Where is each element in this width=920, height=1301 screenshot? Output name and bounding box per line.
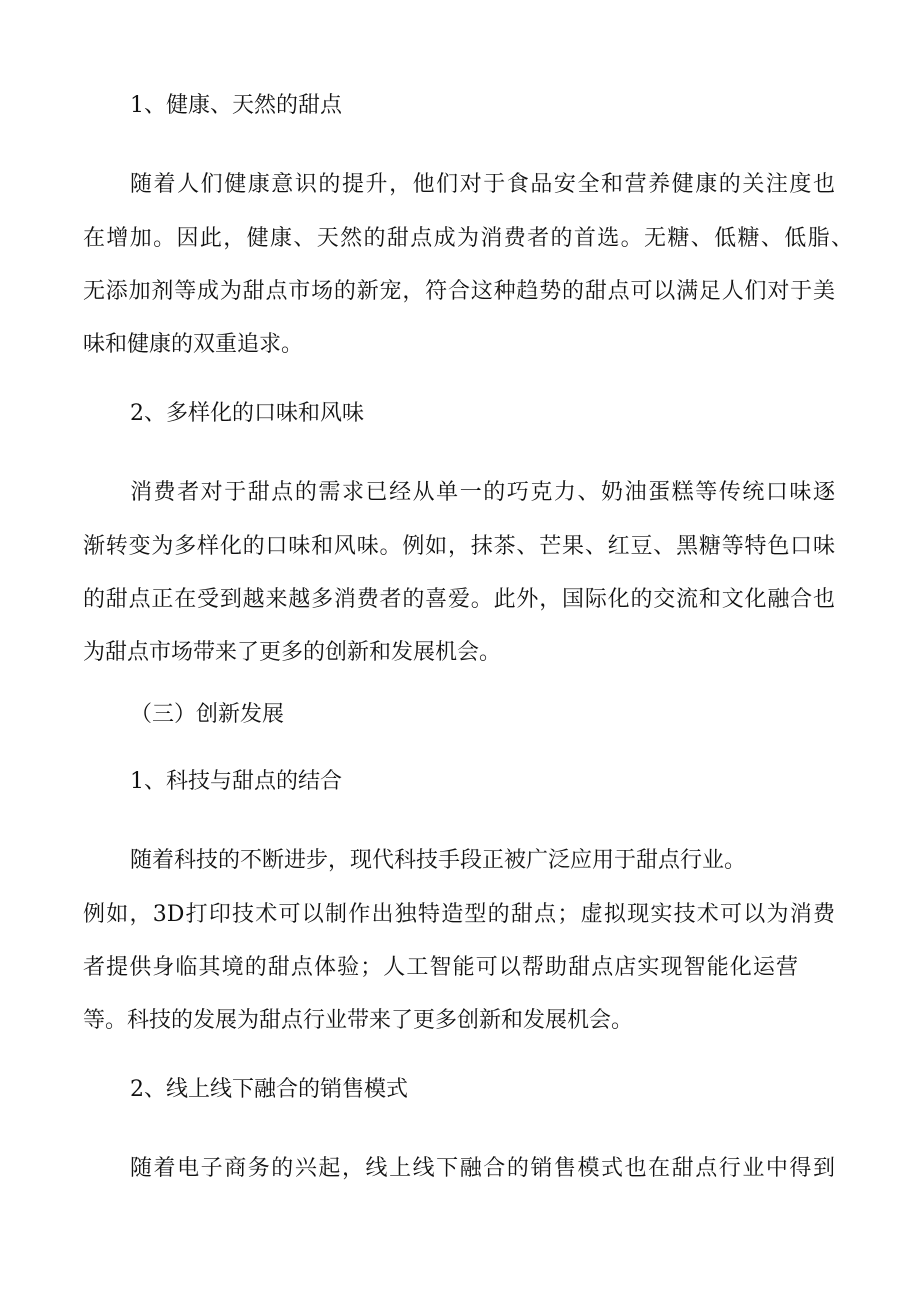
paragraph-line: 例如，3D打印技术可以制作出独特造型的甜点；虚拟现实技术可以为消费 [83, 902, 835, 927]
paragraph-line: 消费者对于甜点的需求已经从单一的巧克力、奶油蛋糕等传统口味逐 [130, 480, 835, 505]
paragraph-line: 为甜点市场带来了更多的创新和发展机会。 [83, 640, 502, 665]
heading-healthy-natural-desserts: 1、健康、天然的甜点 [130, 93, 342, 118]
heading-diverse-flavors: 2、多样化的口味和风味 [130, 401, 364, 426]
paragraph-line: 无添加剂等成为甜点市场的新宠，符合这种趋势的甜点可以满足人们对于美 [83, 279, 835, 304]
heading-tech-desserts: 1、科技与甜点的结合 [130, 769, 342, 794]
paragraph-line: 在增加。因此，健康、天然的甜点成为消费者的首选。无糖、低糖、低脂、 [83, 226, 853, 251]
paragraph-line: 随着人们健康意识的提升，他们对于食品安全和营养健康的关注度也 [130, 172, 835, 197]
paragraph-line: 味和健康的双重追求。 [83, 332, 304, 357]
paragraph-line: 的甜点正在受到越来越多消费者的喜爱。此外，国际化的交流和文化融合也 [83, 587, 835, 612]
section-heading-innovation: （三）创新发展 [130, 702, 285, 727]
paragraph-line: 等。科技的发展为甜点行业带来了更多创新和发展机会。 [83, 1008, 634, 1033]
paragraph-line: 者提供身临其境的甜点体验；人工智能可以帮助甜点店实现智能化运营 [83, 955, 798, 980]
paragraph-line: 随着科技的不断进步，现代科技手段正被广泛应用于甜点行业。 [130, 848, 747, 873]
heading-online-offline: 2、线上线下融合的销售模式 [130, 1077, 408, 1102]
paragraph-line: 渐转变为多样化的口味和风味。例如，抹茶、芒果、红豆、黑糖等特色口味 [83, 534, 835, 559]
paragraph-line: 随着电子商务的兴起，线上线下融合的销售模式也在甜点行业中得到 [130, 1156, 835, 1181]
